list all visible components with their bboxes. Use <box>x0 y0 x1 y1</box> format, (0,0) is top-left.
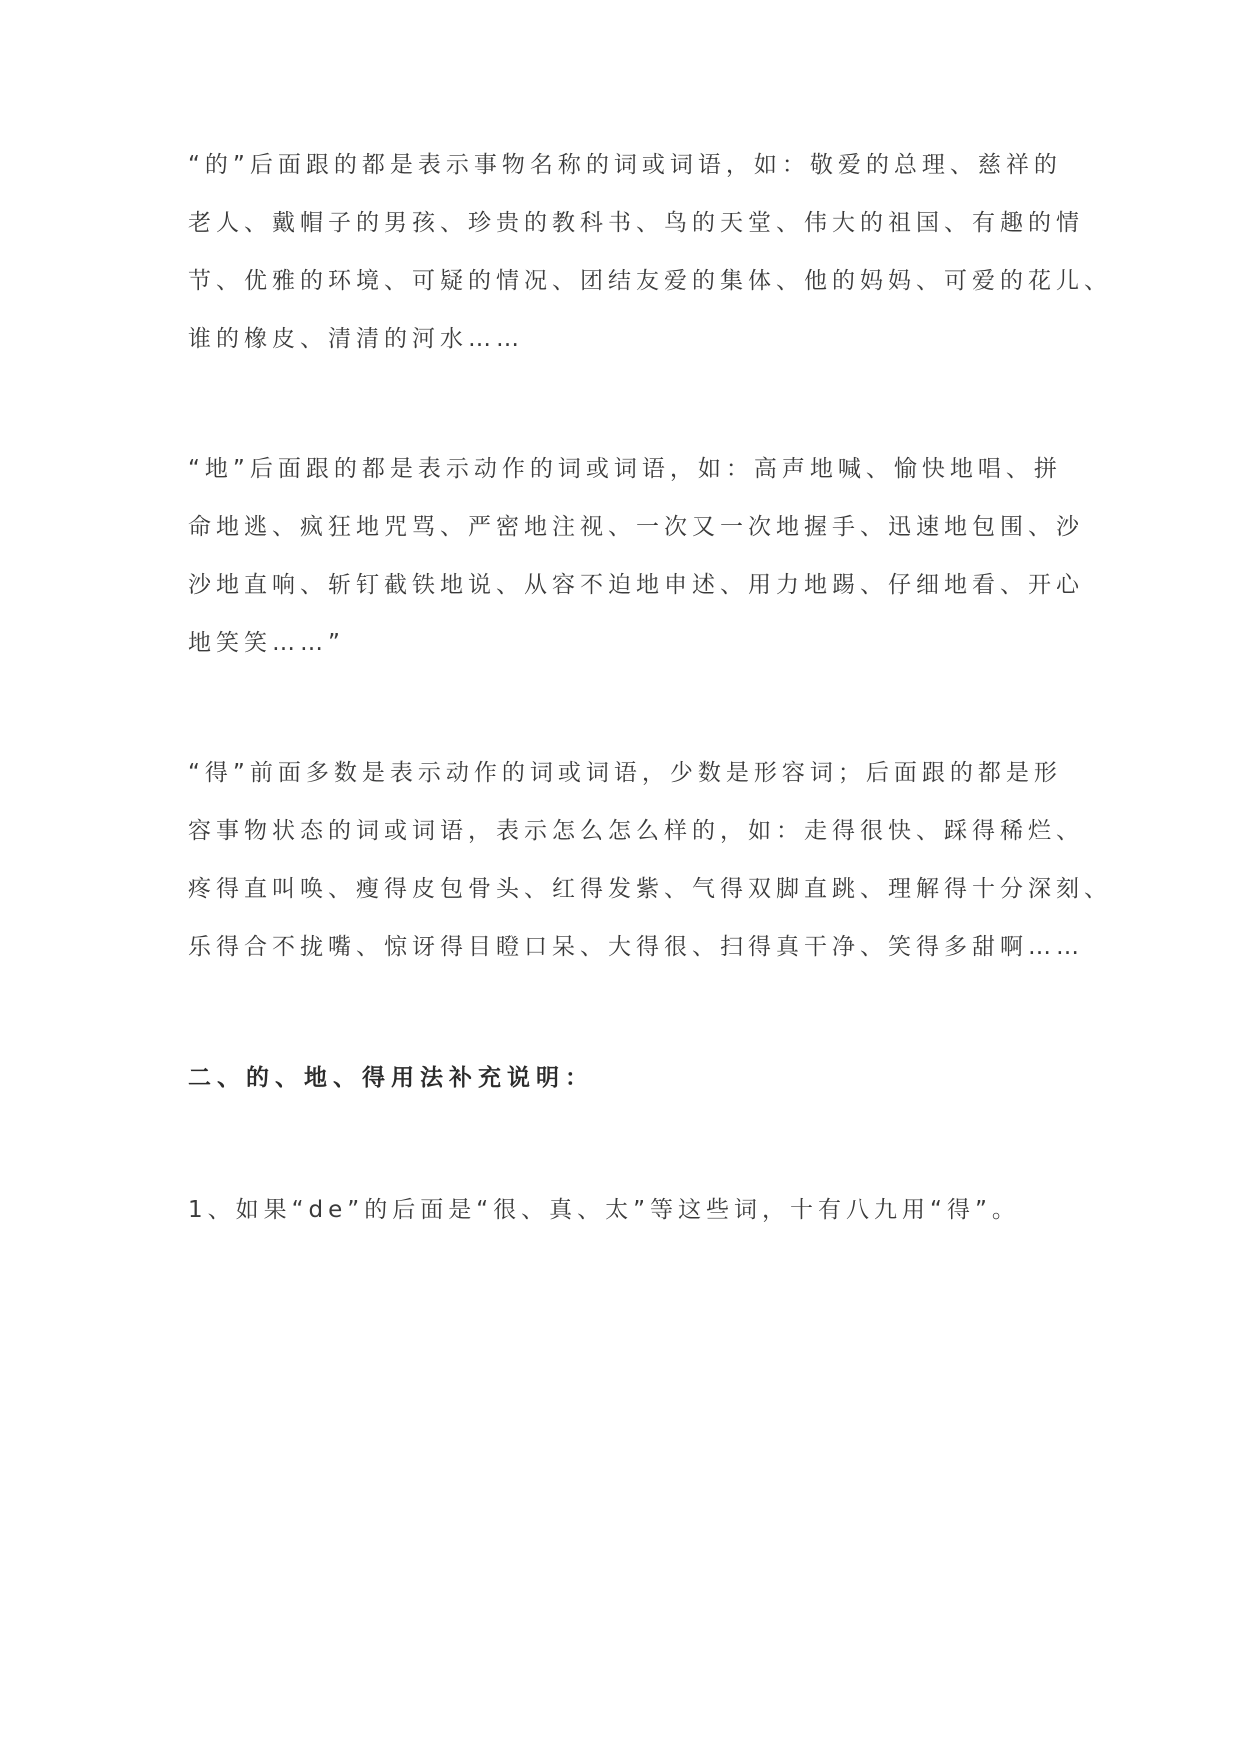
paragraph-de-line-2: 老人、戴帽子的男孩、珍贵的教科书、鸟的天堂、伟大的祖国、有趣的情 <box>188 210 1084 236</box>
paragraph-dei-line-1: “得”前面多数是表示动作的词或词语，少数是形容词；后面跟的都是形 <box>188 760 1062 786</box>
paragraph-de-line-4: 谁的橡皮、清清的河水…… <box>188 326 524 352</box>
paragraph-di-line-2: 命地逃、疯狂地咒骂、严密地注视、一次又一次地握手、迅速地包围、沙 <box>188 514 1084 540</box>
paragraph-de-line-3: 节、优雅的环境、可疑的情况、团结友爱的集体、他的妈妈、可爱的花儿、 <box>188 268 1112 294</box>
paragraph-de-line-1: “的”后面跟的都是表示事物名称的词或词语，如：敬爱的总理、慈祥的 <box>188 152 1062 178</box>
paragraph-dei-line-4: 乐得合不拢嘴、惊讶得目瞪口呆、大得很、扫得真干净、笑得多甜啊…… <box>188 934 1084 960</box>
paragraph-dei-line-3: 疼得直叫唤、瘦得皮包骨头、红得发紫、气得双脚直跳、理解得十分深刻、 <box>188 876 1112 902</box>
paragraph-di-line-4: 地笑笑……” <box>188 630 345 656</box>
paragraph-dei-line-2: 容事物状态的词或词语，表示怎么怎么样的，如：走得很快、踩得稀烂、 <box>188 818 1084 844</box>
rule-item-1: 1、如果“de”的后面是“很、真、太”等这些词，十有八九用“得”。 <box>188 1197 1020 1223</box>
paragraph-di-line-3: 沙地直响、斩钉截铁地说、从容不迫地申述、用力地踢、仔细地看、开心 <box>188 572 1084 598</box>
paragraph-di-line-1: “地”后面跟的都是表示动作的词或词语，如：高声地喊、愉快地唱、拼 <box>188 456 1062 482</box>
section-heading: 二、的、地、得用法补充说明： <box>188 1065 594 1091</box>
